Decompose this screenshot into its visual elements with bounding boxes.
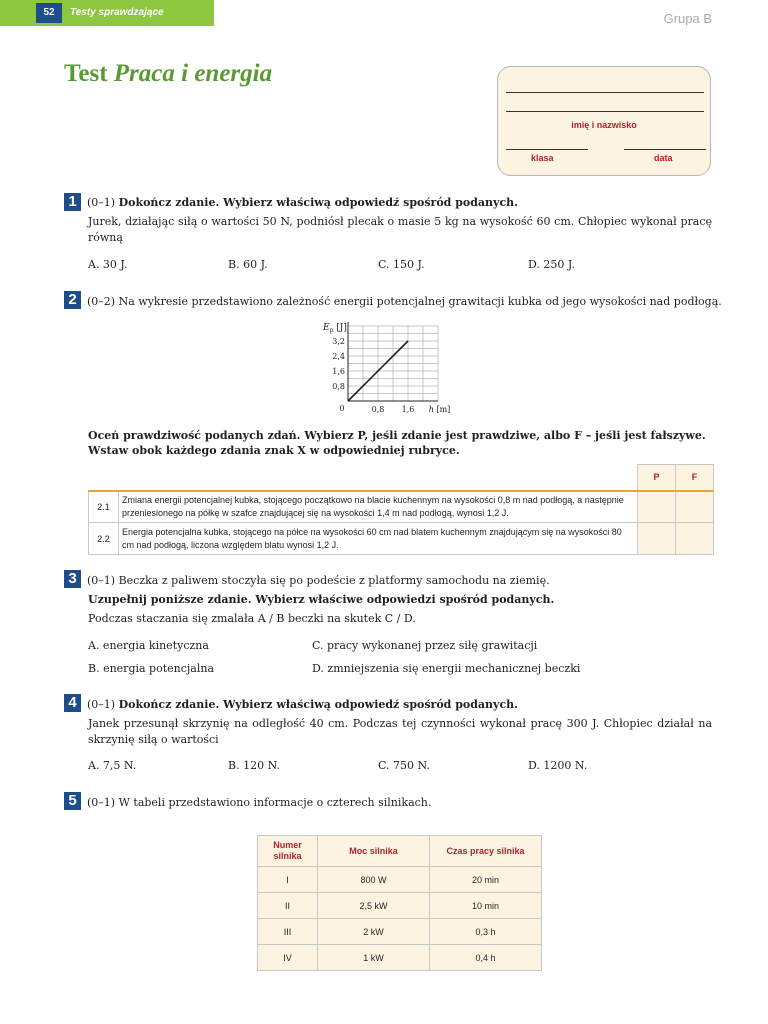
q3-answer-b[interactable]: B. energia potencjalna	[88, 662, 215, 675]
question-4-text: Janek przesunął skrzynię na odległość 40 cm. Podczas tej czynności wykonał pracę 300 J. Chłopiec działał na skrzynię siłą o wartości	[88, 717, 712, 746]
question-4-points: (0–1)	[87, 698, 116, 711]
motor-power: 800 W	[318, 867, 430, 893]
question-3-header	[87, 574, 550, 588]
q3-answer-d[interactable]: D. zmniejszenia się energii mechanicznej beczki	[312, 662, 581, 675]
table-row	[258, 867, 542, 893]
motor-power: 2 kW	[318, 919, 430, 945]
class-label: klasa	[531, 153, 554, 163]
name-label: imię i nazwisko	[571, 120, 637, 130]
q4-answer-d[interactable]: D. 1200 N.	[528, 759, 588, 772]
question-2-number: 2	[64, 291, 81, 309]
y-tick-label: 1,6	[332, 367, 345, 376]
y-tick-label: 0,8	[332, 382, 345, 391]
motor-time: 10 min	[430, 893, 542, 919]
question-1-header	[87, 196, 518, 210]
question-3-number: 3	[64, 570, 81, 588]
motor-number: IV	[258, 945, 318, 971]
statement-id: 2.1	[89, 491, 119, 523]
q1-answer-c[interactable]: C. 150 J.	[378, 258, 425, 271]
motor-number: I	[258, 867, 318, 893]
question-1-text: Jurek, działając siłą o wartości 50 N, podniósł plecak o masie 5 kg na wysokość 60 cm. Chłopiec wykonał pracę równą	[88, 215, 712, 244]
true-false-table	[88, 464, 714, 555]
title-name: Praca i energia	[113, 60, 273, 87]
answer-cell-p[interactable]	[638, 523, 676, 555]
header-p: P	[638, 465, 676, 491]
q4-answer-a[interactable]: A. 7,5 N.	[88, 759, 137, 772]
student-info-box	[497, 66, 711, 176]
q4-answer-c[interactable]: C. 750 N.	[378, 759, 430, 772]
name-line-1[interactable]	[506, 92, 704, 93]
table-row	[89, 523, 714, 555]
header-f: F	[676, 465, 714, 491]
question-5-header	[87, 796, 431, 810]
question-4-number: 4	[64, 694, 81, 712]
name-line-2[interactable]	[506, 111, 704, 112]
answer-cell-f[interactable]	[676, 491, 714, 523]
y-axis-label: $E_p$ [J]	[323, 323, 347, 334]
statement-text: Energia potencjalna kubka, stojącego na półce na wysokości 60 cm nad blatem kuchennym znajdującym się na wysokości 80 cm nad podłogą, liczona względem blatu wynosi 1,2 J.	[119, 523, 638, 555]
header-time: Czas pracy silnika	[430, 836, 542, 867]
header-motor-number-line1: Numer	[273, 840, 302, 850]
question-2-instruction-2: Wstaw obok każdego zdania znak X w odpowiedniej rubryce.	[88, 444, 460, 457]
answer-cell-f[interactable]	[676, 523, 714, 555]
group-label: Grupa B	[663, 11, 712, 26]
y-tick-label: 2,4	[332, 352, 345, 361]
question-2-points: (0–2)	[87, 295, 116, 308]
q1-answer-d[interactable]: D. 250 J.	[528, 258, 575, 271]
header-motor-number-line2: silnika	[273, 851, 302, 861]
table-row	[258, 945, 542, 971]
q1-answer-a[interactable]: A. 30 J.	[88, 258, 128, 271]
question-2-instruction-1: Oceń prawdziwość podanych zdań. Wybierz P, jeśli zdanie jest prawdziwe, albo F – jeśli jest fałszywe.	[88, 429, 706, 442]
question-4-header	[87, 698, 518, 712]
question-1-instruction: Dokończ zdanie. Wybierz właściwą odpowiedź spośród podanych.	[118, 196, 518, 209]
motor-power: 1 kW	[318, 945, 430, 971]
header-bar	[0, 0, 214, 26]
section-label: Testy sprawdzające	[70, 7, 164, 18]
chart-grid	[348, 326, 438, 401]
question-3-points: (0–1)	[87, 574, 116, 587]
motor-time: 0,4 h	[430, 945, 542, 971]
page-title	[64, 60, 272, 88]
y-tick-label: 3,2	[332, 337, 345, 346]
page-number: 52	[36, 3, 62, 23]
energy-height-chart	[310, 318, 470, 422]
motor-number: III	[258, 919, 318, 945]
question-3-text: Beczka z paliwem stoczyła się po podeście z platformy samochodu na ziemię.	[118, 574, 550, 587]
x-axis-label: h [m]	[428, 405, 451, 414]
date-label: data	[654, 153, 673, 163]
motor-number: II	[258, 893, 318, 919]
origin-label: 0	[339, 404, 345, 413]
table-header-row	[89, 465, 714, 491]
title-prefix: Test	[64, 60, 108, 87]
question-5-number: 5	[64, 792, 81, 810]
q3-answer-c[interactable]: C. pracy wykonanej przez siłę grawitacji	[312, 639, 538, 652]
q4-answer-b[interactable]: B. 120 N.	[228, 759, 280, 772]
question-1-points: (0–1)	[87, 196, 116, 209]
date-line[interactable]	[624, 149, 706, 150]
question-2-text: Na wykresie przedstawiono zależność energii potencjalnej grawitacji kubka od jego wysokości nad podłogą.	[118, 295, 722, 308]
question-5-text: W tabeli przedstawiono informacje o czterech silnikach.	[118, 796, 432, 809]
q1-answer-b[interactable]: B. 60 J.	[228, 258, 268, 271]
statement-text: Zmiana energii potencjalnej kubka, stojącego początkowo na blacie kuchennym na wysokości 0,8 m nad podłogą, a następnie przeniesionego na półkę w szafce znajdującej się na wysokości 1,4 m nad podłogą, wynosi 1,2 J.	[119, 491, 638, 523]
class-line[interactable]	[506, 149, 588, 150]
table-row	[89, 491, 714, 523]
question-3-sentence: Podczas staczania się zmalała A / B beczki na skutek C / D.	[88, 612, 416, 625]
header-power: Moc silnika	[318, 836, 430, 867]
question-3-instruction: Uzupełnij poniższe zdanie. Wybierz właściwe odpowiedzi spośród podanych.	[88, 593, 555, 606]
motors-header-row	[258, 836, 542, 867]
table-row	[258, 893, 542, 919]
x-tick-label: 1,6	[401, 405, 415, 414]
question-4-instruction: Dokończ zdanie. Wybierz właściwą odpowiedź spośród podanych.	[118, 698, 518, 711]
motor-time: 0,3 h	[430, 919, 542, 945]
statement-id: 2.2	[89, 523, 119, 555]
motor-power: 2,5 kW	[318, 893, 430, 919]
question-1-number: 1	[64, 193, 81, 211]
question-5-points: (0–1)	[87, 796, 116, 809]
motors-table	[257, 835, 542, 971]
header-blank	[89, 465, 638, 491]
answer-cell-p[interactable]	[638, 491, 676, 523]
question-2-header	[87, 295, 722, 309]
header-motor-number	[258, 836, 318, 867]
motor-time: 20 min	[430, 867, 542, 893]
x-tick-label: 0,8	[371, 405, 385, 414]
table-row	[258, 919, 542, 945]
q3-answer-a[interactable]: A. energia kinetyczna	[88, 639, 209, 652]
